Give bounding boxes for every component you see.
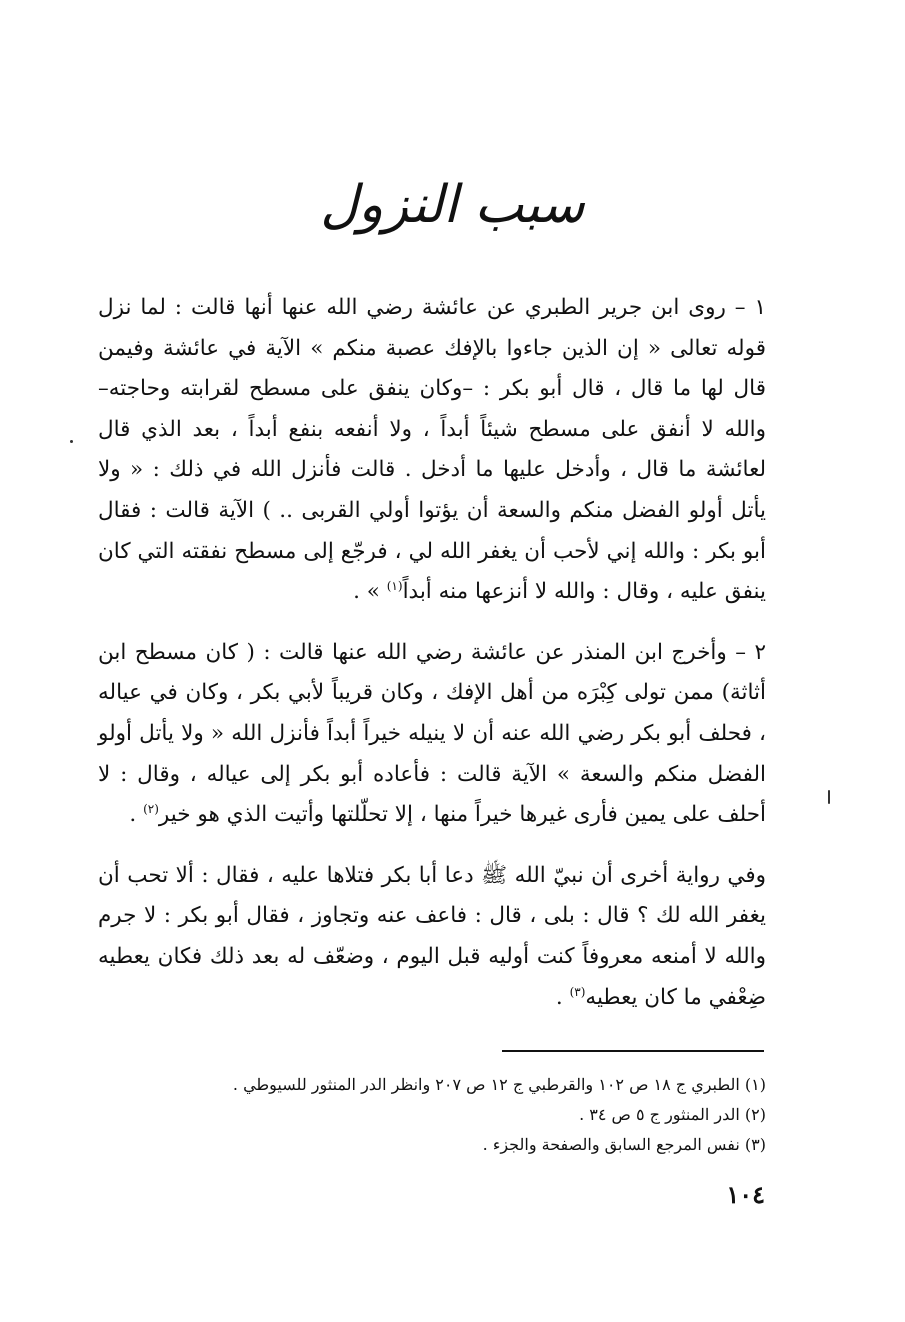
footnote-2: (٢) الدر المنثور ج ٥ ص ٣٤ . — [579, 1105, 766, 1124]
paragraph-3-text: وفي رواية أخرى أن نبيّ الله ﷺ دعا أبا بكر فتلاها عليه ، فقال : ألا تحب أن يغفر الله لك ؟ قال : بلى ، قال : فاعف عنه وتجاوز ، فقال أبو بكر : لا جرم والله لا أمنعه معروفاً كنت أوليه قبل اليوم ، وضعّف له بعد ذلك فكان يعطيه ضِعْفي ما كان يعطيه — [98, 862, 766, 1010]
footnote-ref-3: (٣) — [569, 984, 586, 999]
chapter-heading: سبب النزول — [320, 175, 585, 235]
scan-speck — [828, 790, 830, 804]
footnote-1: (١) الطبري ج ١٨ ص ١٠٢ والقرطبي ج ١٢ ص ٢٠٧ وانظر الدر المنثور للسيوطي . — [232, 1075, 766, 1094]
footnote-3: (٣) نفس المرجع السابق والصفحة والجزء . — [482, 1135, 766, 1154]
footnote-divider — [502, 1050, 764, 1052]
paragraph-2-end: . — [129, 802, 144, 828]
footnote-ref-2: (٢) — [143, 801, 159, 816]
footnote-ref-1: (١) — [386, 579, 403, 593]
paragraph-1-end: » . — [353, 579, 387, 605]
paragraph-2-text: ٢ – وأخرج ابن المنذر عن عائشة رضي الله عنها قالت : ( كان مسطح ابن أثاثة) ممن تولى كِبْرَه من أهل الإفك ، وكان قريباً لأبي بكر ، وكان في عياله ، فحلف أبو بكر رضي الله عنه أن لا ينيله خيراً أبداً فأنزل الله « ولا يأتل أولو الفضل منكم والسعة » الآية قالت : فأعاده أبو بكر إلى عياله ، وقال : لا أحلف على يمين فأرى غيرها خيراً منها ، إلا تحلّلتها وأتيت الذي هو خير — [98, 639, 766, 828]
page-number: ١٠٤ — [726, 1180, 765, 1209]
paragraph-1-text: ١ – روى ابن جرير الطبري عن عائشة رضي الله عنها أنها قالت : لما نزل قوله تعالى « إن الذين جاءوا بالإفك عصبة منكم » الآية في عائشة وفيمن قال لها ما قال ، قال أبو بكر : –وكان ينفق على مسطح لقرابته وحاجته– والله لا أنفق على مسطح شيئاً أبداً ، ولا أنفعه بنفع أبداً ، بعد الذي قال لعائشة ما قال ، وأدخل عليها ما أدخل . قالت فأنزل الله في ذلك : « ولا يأتل أولو الفضل منكم والسعة أن يؤتوا أولي القربى .. ) الآية قالت : فقال أبو بكر : والله إني لأحب أن يغفر الله لي ، فرجّع إلى مسطح نفقته التي كان ينفق عليه ، وقال : والله لا أنزعها منه أبداً — [98, 295, 766, 605]
scan-speck — [70, 440, 73, 443]
main-text — [98, 288, 766, 1038]
paragraph-2 — [98, 633, 766, 836]
paragraph-3-end: . — [555, 984, 570, 1010]
footnotes — [98, 1070, 766, 1160]
paragraph-1 — [98, 288, 766, 613]
paragraph-3 — [98, 856, 766, 1018]
